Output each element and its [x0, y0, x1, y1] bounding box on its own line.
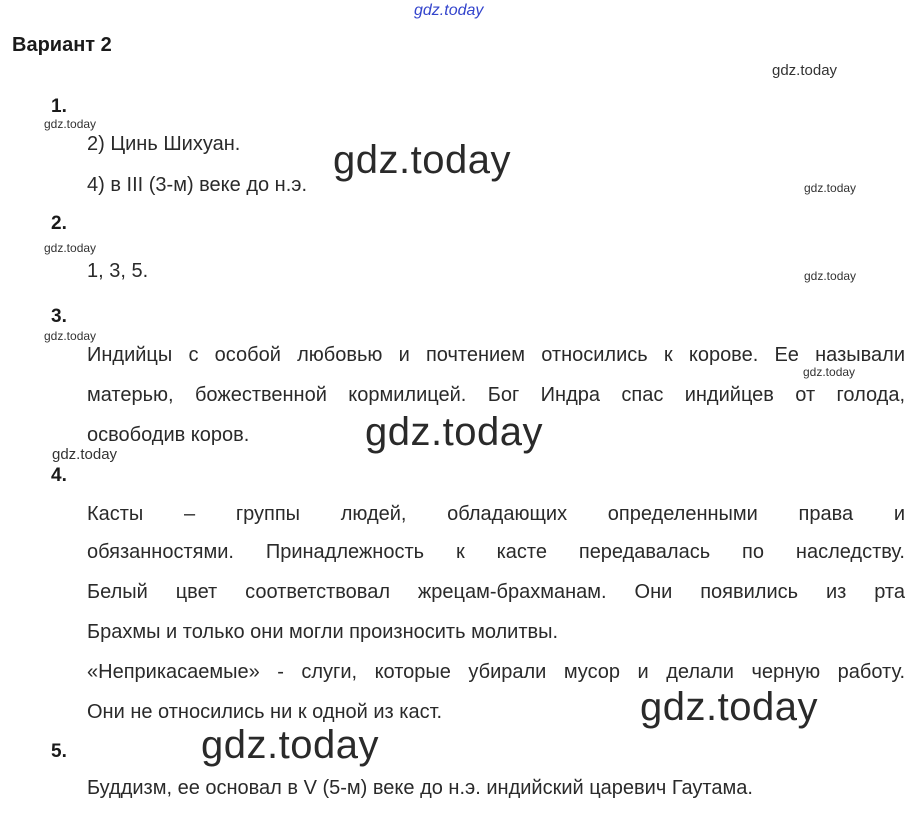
- answer-line: Буддизм, ее основал в V (5-м) веке до н.э. индийский царевич Гаутама.: [87, 777, 753, 799]
- answer-line: Индийцы с особой любовью и почтением относились к корове. Ее называли: [87, 344, 905, 366]
- answer-line: Белый цвет соответствовал жрецам-брахманам. Они появились из рта: [87, 581, 905, 603]
- answer-line: Они не относились ни к одной из каст.: [87, 701, 443, 723]
- watermark: gdz.today: [44, 117, 97, 131]
- answer-line: освободив коров.: [87, 424, 250, 446]
- answer-text: 2) Цинь Шихуан.: [87, 133, 241, 155]
- site-watermark-top: gdz.today: [414, 2, 484, 19]
- watermark: gdz.today: [333, 138, 511, 182]
- answer-line: матерью, божественной кормилицей. Бог Индра спас индийцев от голода,: [87, 384, 905, 406]
- answer-line: Касты – группы людей, обладающих определенными права и: [87, 503, 905, 525]
- answer-text: 4) в III (3-м) веке до н.э.: [87, 174, 308, 196]
- watermark: gdz.today: [803, 365, 856, 379]
- watermark: gdz.today: [640, 685, 818, 729]
- watermark: gdz.today: [44, 241, 97, 255]
- watermark: gdz.today: [201, 723, 379, 767]
- watermark: gdz.today: [772, 62, 838, 79]
- question-number: 4.: [51, 465, 67, 486]
- question-number: 1.: [51, 96, 67, 117]
- watermark: gdz.today: [52, 446, 118, 463]
- watermark: gdz.today: [44, 329, 97, 343]
- question-number: 2.: [51, 213, 67, 234]
- question-number: 3.: [51, 306, 67, 327]
- answer-text: 1, 3, 5.: [87, 260, 149, 282]
- watermark: gdz.today: [365, 410, 543, 454]
- watermark: gdz.today: [804, 181, 857, 195]
- page-title: Вариант 2: [12, 34, 112, 56]
- answer-line: Брахмы и только они могли произносить молитвы.: [87, 621, 559, 643]
- question-number: 5.: [51, 741, 67, 762]
- answer-line: «Неприкасаемые» - слуги, которые убирали мусор и делали черную работу.: [87, 661, 905, 683]
- answer-line: обязанностями. Принадлежность к касте передавалась по наследству.: [87, 541, 905, 563]
- watermark: gdz.today: [804, 269, 857, 283]
